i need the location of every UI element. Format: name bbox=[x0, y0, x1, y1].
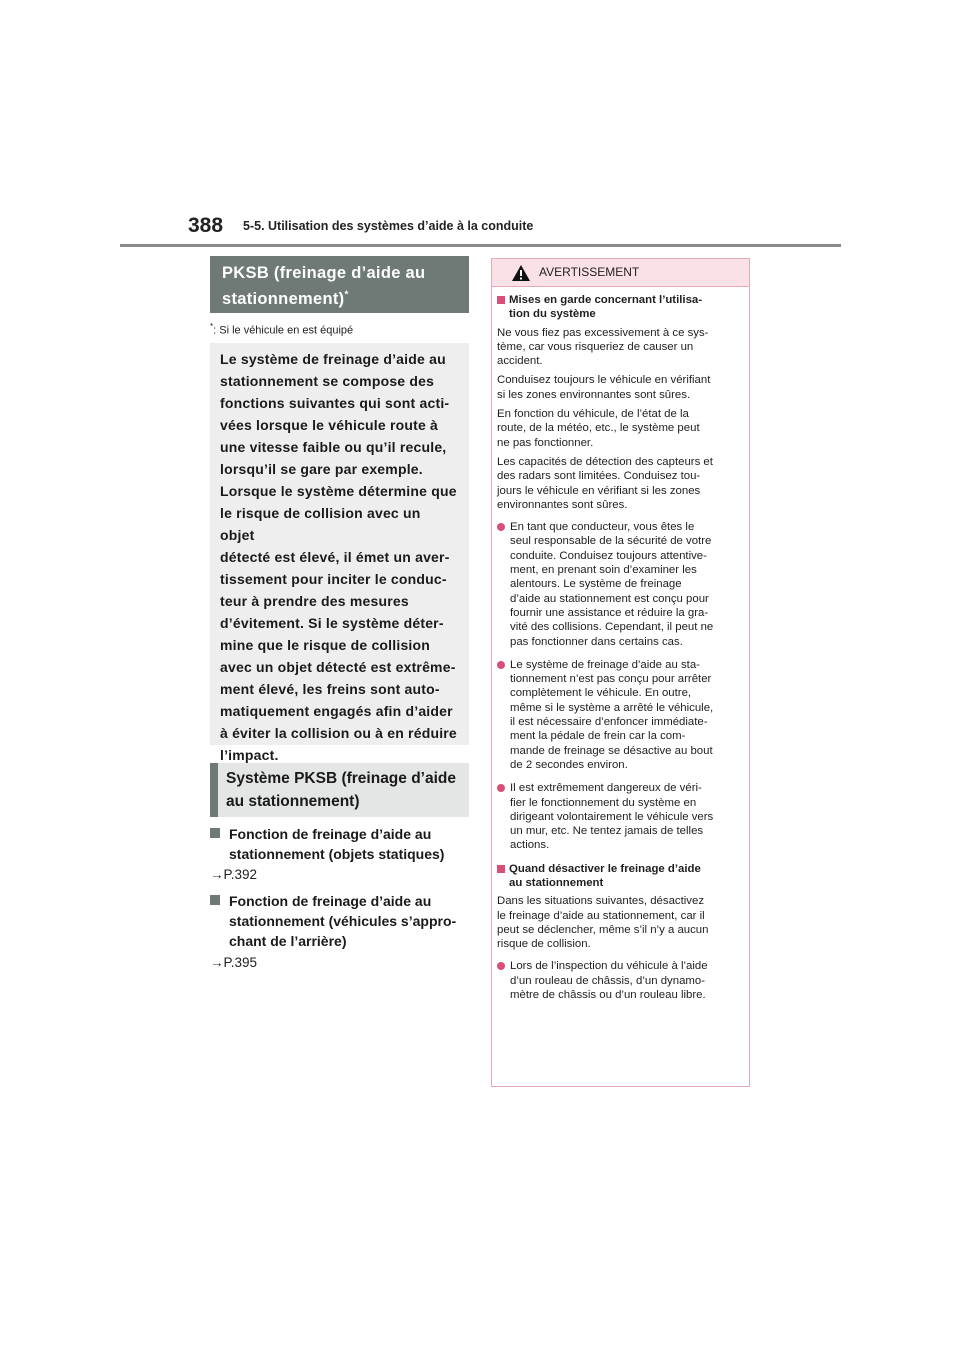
warning-bullet-item bbox=[497, 658, 743, 772]
function-label-line: stationnement (objets statiques) bbox=[229, 846, 445, 862]
circle-bullet-icon bbox=[497, 784, 505, 792]
intro-text-line: matiquement engagés afin d’aider bbox=[220, 703, 453, 719]
warning-text-line: seul responsable de la sécurité de votre bbox=[510, 535, 712, 548]
warning-text-line: même si le système a arrêté le véhicule, bbox=[510, 701, 714, 714]
warning-text-line: En tant que conducteur, vous êtes le bbox=[510, 521, 695, 534]
warning-text-line: fournir une assistance et réduire la gra- bbox=[510, 606, 709, 619]
warning-text-line: peut se déclencher, même s’il n’y a aucun bbox=[497, 923, 709, 936]
warning-text-line: ne pas fonctionner. bbox=[497, 436, 594, 449]
warning-text-line: si les zones environnantes sont sûres. bbox=[497, 388, 691, 401]
warning-text-line: le freinage d’aide au stationnement, car il bbox=[497, 909, 705, 922]
warning-text-line: Lors de l’inspection du véhicule à l’aide bbox=[510, 960, 708, 973]
warning-text-line: ment la pédale de frein car la com- bbox=[510, 730, 686, 743]
intro-text-line: d’évitement. Si le système déter- bbox=[220, 615, 444, 631]
footnote-marker: * bbox=[210, 322, 214, 331]
function-label-line: Fonction de freinage d’aide au bbox=[229, 893, 432, 909]
intro-box bbox=[210, 343, 469, 763]
warning-subheading-line: au stationnement bbox=[509, 876, 604, 889]
warning-bullet-item bbox=[497, 959, 743, 1002]
warning-text-line: d’un rouleau de châssis, d’un dynamo- bbox=[510, 974, 706, 987]
warning-text-line: environnantes sont sûres. bbox=[497, 498, 628, 511]
intro-text-line: à éviter la collision ou à en réduire bbox=[220, 725, 457, 741]
function-label-line: chant de l’arrière) bbox=[229, 933, 347, 949]
warning-text-line: mètre de châssis ou d’un rouleau libre. bbox=[510, 989, 706, 1002]
warning-subheading bbox=[497, 862, 743, 891]
warning-text-line: de 2 secondes environ. bbox=[510, 758, 628, 771]
footnote-text: : Si le véhicule en est équipé bbox=[213, 324, 354, 337]
warning-paragraph bbox=[497, 455, 743, 512]
warning-paragraph bbox=[497, 407, 743, 450]
subsection-title-line-2: au stationnement) bbox=[226, 793, 360, 810]
function-item-static-objects bbox=[210, 824, 472, 864]
warning-text-line: Il est extrêmement dangereux de véri- bbox=[510, 782, 702, 795]
intro-text-line: tissement pour inciter le conduc- bbox=[220, 571, 447, 587]
function-label bbox=[229, 824, 472, 864]
page-reference-link[interactable]: →P.395 bbox=[210, 955, 258, 970]
warning-text-line: pas fonctionner dans certains cas. bbox=[510, 635, 683, 648]
warning-subheading bbox=[497, 293, 743, 322]
warning-text-line: fier le fonctionnement du système en bbox=[510, 796, 697, 809]
warning-subheading-line: Quand désactiver le freinage d’aide bbox=[509, 862, 701, 875]
warning-text-line: tionnement n’est pas conçu pour arrêter bbox=[510, 673, 712, 686]
function-label-line: Fonction de freinage d’aide au bbox=[229, 826, 432, 842]
warning-text-line: des radars sont limitées. Conduisez tou- bbox=[497, 470, 701, 483]
intro-text-line: vées lorsque le véhicule route à bbox=[220, 417, 439, 433]
warning-text-line: mande de freinage se désactive au bout bbox=[510, 744, 713, 757]
warning-text-line: Le système de freinage d’aide au sta- bbox=[510, 658, 700, 671]
pksb-title-line-2-text: stationnement) bbox=[222, 290, 345, 308]
intro-text-line: mine que le risque de collision bbox=[220, 637, 431, 653]
function-label-line: stationnement (véhicules s’appro- bbox=[229, 913, 457, 929]
circle-bullet-icon bbox=[497, 523, 505, 531]
function-item-rear-vehicles bbox=[210, 891, 472, 951]
square-bullet-icon bbox=[210, 895, 220, 905]
intro-text-line: le risque de collision avec un objet bbox=[220, 505, 421, 543]
warning-text-line: conduite. Conduisez toujours attentive- bbox=[510, 549, 707, 562]
pksb-title-box bbox=[210, 256, 469, 313]
intro-text-line: teur à prendre des mesures bbox=[220, 593, 409, 609]
square-bullet-icon bbox=[497, 296, 505, 304]
warning-text-line: ment, en prenant soin d’examiner les bbox=[510, 564, 697, 577]
warning-text-line: risque de collision. bbox=[497, 938, 591, 951]
intro-text-line: détecté est élevé, il émet un aver- bbox=[220, 549, 450, 565]
warning-text-line: complètement le véhicule. En outre, bbox=[510, 687, 692, 700]
intro-text-line: l’impact. bbox=[220, 747, 279, 763]
warning-triangle-icon bbox=[511, 264, 531, 282]
warning-text-line: accident. bbox=[497, 355, 543, 368]
intro-text-line: Le système de freinage d’aide au bbox=[220, 351, 446, 367]
warning-header bbox=[492, 259, 749, 287]
intro-text-line: stationnement se compose des bbox=[220, 373, 435, 389]
warning-subheading-line: tion du système bbox=[509, 308, 596, 321]
footnote bbox=[210, 322, 353, 337]
warning-paragraph bbox=[497, 894, 743, 951]
warning-subheading-line: Mises en garde concernant l’utilisa- bbox=[509, 294, 703, 306]
warning-text-line: actions. bbox=[510, 839, 550, 852]
page-reference-link[interactable]: →P.392 bbox=[210, 867, 258, 882]
intro-text-line: ment élevé, les freins sont auto- bbox=[220, 681, 440, 697]
title-footnote-marker: * bbox=[344, 289, 349, 301]
warning-body bbox=[492, 287, 749, 1002]
warning-text-line: route, de la météo, etc., le système peut bbox=[497, 422, 700, 435]
warning-bullet-item bbox=[497, 781, 743, 852]
warning-text-line: En fonction du véhicule, de l’état de la bbox=[497, 408, 689, 421]
warning-text-line: il est nécessaire d’enfoncer immédiate- bbox=[510, 716, 708, 729]
warning-text-line: Les capacités de détection des capteurs et bbox=[497, 455, 713, 468]
warning-text-line: d’aide au stationnement est conçu pour bbox=[510, 592, 709, 605]
header-rule bbox=[120, 244, 841, 247]
intro-text-line: fonctions suivantes qui sont acti- bbox=[220, 395, 450, 411]
intro-text-line: Lorsque le système détermine que bbox=[220, 483, 457, 499]
warning-text-line: jours le véhicule en vérifiant si les zones bbox=[497, 484, 701, 497]
circle-bullet-icon bbox=[497, 962, 505, 970]
warning-bullet-item bbox=[497, 520, 743, 649]
warning-text-line: dirigeant volontairement le véhicule vers bbox=[510, 810, 714, 823]
pksb-title-line-1: PKSB (freinage d’aide au bbox=[222, 264, 426, 282]
warning-paragraph bbox=[497, 373, 743, 402]
circle-bullet-icon bbox=[497, 661, 505, 669]
warning-text-line: Conduisez toujours le véhicule en vérifiant bbox=[497, 374, 711, 387]
function-label bbox=[229, 891, 472, 951]
subsection-title-line-1: Système PKSB (freinage d’aide bbox=[226, 770, 456, 787]
warning-text-line: alentours. Le système de freinage bbox=[510, 578, 682, 591]
warning-text-line: Ne vous fiez pas excessivement à ce sys- bbox=[497, 326, 709, 339]
warning-text-line: Dans les situations suivantes, désactivez bbox=[497, 895, 705, 908]
intro-text-line: avec un objet détecté est extrême- bbox=[220, 659, 456, 675]
square-bullet-icon bbox=[497, 865, 505, 873]
warning-panel bbox=[491, 258, 750, 1087]
warning-paragraph bbox=[497, 326, 743, 369]
subsection-title-box bbox=[210, 763, 469, 817]
pksb-title-line-2 bbox=[222, 286, 457, 312]
warning-text-line: tème, car vous risqueriez de causer un bbox=[497, 340, 694, 353]
warning-text-line: un mur, etc. Ne tentez jamais de telles bbox=[510, 825, 704, 838]
intro-text-line: une vitesse faible ou qu’il recule, bbox=[220, 439, 447, 455]
warning-text-line: vité des collisions. Cependant, il peut ne bbox=[510, 621, 714, 634]
section-title: 5-5. Utilisation des systèmes d’aide à la conduite bbox=[243, 219, 534, 233]
page-number: 388 bbox=[188, 214, 224, 237]
intro-text-line: lorsqu’il se gare par exemple. bbox=[220, 461, 423, 477]
warning-label: AVERTISSEMENT bbox=[539, 265, 640, 279]
square-bullet-icon bbox=[210, 828, 220, 838]
